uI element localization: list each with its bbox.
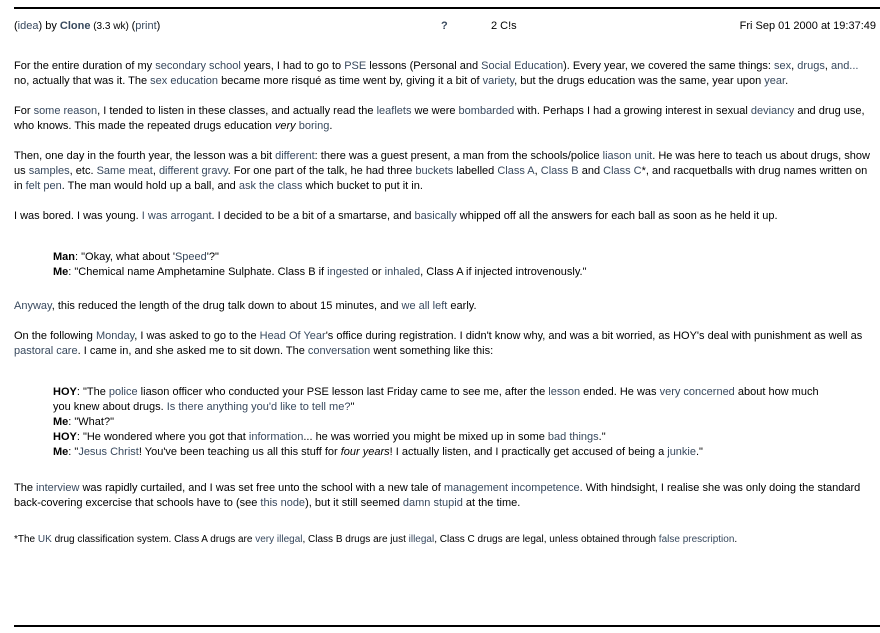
link-management-incompetence[interactable]: management incompetence <box>443 482 580 494</box>
writeup-date: Fri Sep 01 2000 at 19:37:49 <box>739 20 876 32</box>
text: *, and racquetballs with drug names written on in <box>14 165 868 192</box>
text: The <box>14 482 37 494</box>
link-monday[interactable]: Monday <box>95 330 135 342</box>
cools-count: 2 C!s <box>491 20 517 32</box>
paragraph-3 <box>14 149 876 194</box>
paren: ( <box>14 20 18 32</box>
text: at the time. <box>462 497 521 509</box>
text: For <box>14 105 34 117</box>
link-i-was-arrogant[interactable]: I was arrogant <box>141 210 212 222</box>
link-this-node[interactable]: this node <box>260 497 306 509</box>
link-different-gravy[interactable]: different gravy <box>158 165 228 177</box>
link-same-meat[interactable]: Same meat <box>96 165 153 177</box>
dialog-line <box>53 250 876 265</box>
text: . For one part of the talk, he had three <box>227 165 416 177</box>
link-basically[interactable]: basically <box>414 210 457 222</box>
text: or <box>368 266 385 278</box>
text: liason officer who conducted your PSE lesson last Friday came to see me, after the <box>137 386 549 398</box>
dialog-classroom <box>53 250 876 280</box>
text: , <box>791 60 798 72</box>
text: . <box>785 75 789 87</box>
link-inhaled[interactable]: inhaled <box>384 266 421 278</box>
text: ). Every year, we covered the same things: <box>563 60 775 72</box>
link-felt-pen[interactable]: felt pen <box>25 180 62 192</box>
text: early. <box>447 300 477 312</box>
speaker-label: Me <box>53 446 69 458</box>
paragraph-2 <box>14 104 876 134</box>
idea-link[interactable]: idea <box>17 20 39 32</box>
link-different[interactable]: different <box>275 150 315 162</box>
link-liason-unit[interactable]: liason unit <box>602 150 653 162</box>
dialog-line <box>53 265 876 280</box>
link-information[interactable]: information <box>248 431 304 443</box>
text: , <box>152 165 159 177</box>
link-sex-education[interactable]: sex education <box>150 75 219 87</box>
link-sex[interactable]: sex <box>774 60 792 72</box>
link-very-illegal[interactable]: very illegal <box>255 534 303 545</box>
text: and <box>578 165 604 177</box>
link-variety[interactable]: variety <box>482 75 515 87</box>
text: " <box>350 401 355 413</box>
text: , but the drugs education was the same, year upon <box>514 75 765 87</box>
text: 's office during registration. I didn't know why, and was a bit worried, as HOY's deal with punishment as well as <box>325 330 863 342</box>
link-we-all-left[interactable]: we all left <box>401 300 448 312</box>
speaker-label: Me <box>53 416 69 428</box>
link-jesus-christ[interactable]: Jesus Christ <box>78 446 139 458</box>
text: . I came in, and she asked me to sit down. The <box>77 345 308 357</box>
link-very-concerned[interactable]: very concerned <box>659 386 735 398</box>
text: whipped off all the answers for each ball as soon as he held it up. <box>456 210 778 222</box>
text: we were <box>411 105 459 117</box>
text: : "The <box>76 386 109 398</box>
text: , I tended to listen in these classes, and actually read the <box>97 105 377 117</box>
emphasis: very <box>274 120 296 132</box>
text: labelled <box>453 165 498 177</box>
text: which bucket to put it in. <box>302 180 423 192</box>
writeup-byline <box>14 19 160 34</box>
link-and[interactable]: and... <box>830 60 859 72</box>
text: , etc. <box>69 165 97 177</box>
text: ... he was worried you might be mixed up in some <box>303 431 548 443</box>
print-link[interactable]: print <box>135 20 157 32</box>
link-speed[interactable]: Speed <box>174 251 207 263</box>
paragraph-1 <box>14 59 876 89</box>
speaker-label: Man <box>53 251 75 263</box>
link-anyway[interactable]: Anyway <box>14 300 52 312</box>
dialog-line <box>53 385 823 415</box>
paren: ( <box>131 20 136 32</box>
link-illegal[interactable]: illegal <box>408 534 435 545</box>
link-deviancy[interactable]: deviancy <box>750 105 795 117</box>
text: , Class A if injected introvenously." <box>420 266 587 278</box>
link-class-a[interactable]: Class A <box>497 165 535 177</box>
dialog-line <box>53 415 823 430</box>
paragraph-5 <box>14 299 876 314</box>
text: , I was asked to go to the <box>134 330 260 342</box>
text: . He was here to teach us about drugs, show us <box>14 150 870 177</box>
paragraph-6 <box>14 329 876 359</box>
text: ! I actually listen, and I practically get accused of being a <box>389 446 668 458</box>
footnote <box>14 532 876 547</box>
text: , Class C drugs are legal, unless obtained through <box>434 534 659 545</box>
dialog-office <box>53 385 823 460</box>
text: lessons (Personal and <box>366 60 482 72</box>
text: ." <box>696 446 703 458</box>
link-uk[interactable]: UK <box>37 534 52 545</box>
link-ask-the-class[interactable]: ask the class <box>238 180 303 192</box>
link-lesson[interactable]: lesson <box>548 386 581 398</box>
text: ), but it still seemed <box>305 497 403 509</box>
speaker-label: HOY <box>53 386 77 398</box>
text: no, actually that was it. The <box>14 75 151 87</box>
by-label: by <box>42 20 60 32</box>
text: '?" <box>206 251 219 263</box>
text: ." <box>598 431 606 443</box>
link-samples[interactable]: samples <box>28 165 70 177</box>
text: about how much you knew about drugs. <box>53 386 819 413</box>
writeup-age: (3.3 wk) <box>90 21 132 32</box>
link-police[interactable]: police <box>108 386 138 398</box>
text: *The <box>14 534 38 545</box>
speaker-label: Me <box>53 266 69 278</box>
link-ingested[interactable]: ingested <box>327 266 369 278</box>
link-boring[interactable]: boring <box>298 120 330 132</box>
link-anything-to-tell-me[interactable]: Is there anything you'd like to tell me? <box>166 401 351 413</box>
text: : "Chemical name Amphetamine Sulphate. Class B if <box>68 266 328 278</box>
text: : "He wondered where you got that <box>76 431 249 443</box>
text: . I decided to be a bit of a smartarse, and <box>211 210 415 222</box>
text: ended. He was <box>580 386 660 398</box>
paragraph-7 <box>14 481 876 511</box>
link-year[interactable]: year <box>764 75 786 87</box>
text: . <box>329 120 333 132</box>
text: Then, one day in the fourth year, the lesson was a bit <box>14 150 276 162</box>
link-junkie[interactable]: junkie <box>667 446 696 458</box>
dialog-line <box>53 430 823 445</box>
bottom-divider <box>14 625 880 627</box>
paragraph-4 <box>14 209 876 224</box>
link-conversation[interactable]: conversation <box>307 345 371 357</box>
link-class-b[interactable]: Class B <box>540 165 579 177</box>
link-bad-things[interactable]: bad things <box>547 431 599 443</box>
dialog-line <box>53 445 823 460</box>
text: , this reduced the length of the drug talk down to about 15 minutes, and <box>51 300 402 312</box>
text: years, I had to go to <box>240 60 345 72</box>
link-head-of-year[interactable]: Head Of Year <box>259 330 326 342</box>
text: and drug use, who knows. This made the repeated drugs education <box>14 105 865 132</box>
text: : "What?" <box>68 416 114 428</box>
text: became more risqué as time went by, giving it a bit of <box>218 75 483 87</box>
link-some-reason[interactable]: some reason <box>33 105 98 117</box>
text: , Class B drugs are just <box>302 534 409 545</box>
top-divider <box>14 7 880 9</box>
link-secondary-school[interactable]: secondary school <box>155 60 241 72</box>
link-pastoral-care[interactable]: pastoral care <box>14 345 78 357</box>
text: I was bored. I was young. <box>14 210 142 222</box>
link-bombarded[interactable]: bombarded <box>458 105 515 117</box>
text: was rapidly curtailed, and I was set free unto the school with a new tale of <box>79 482 444 494</box>
text: : "Okay, what about ' <box>75 251 175 263</box>
speaker-label: HOY <box>53 431 77 443</box>
text: drug classification system. Class A drugs are <box>51 534 256 545</box>
text: , <box>534 165 541 177</box>
author-link[interactable]: Clone <box>59 20 91 32</box>
text: . With hindsight, I realise she was only doing the standard back-covering excercise that schools have to (see <box>14 482 861 509</box>
text: : there was a guest present, a man from the schools/police <box>314 150 603 162</box>
text: , <box>824 60 831 72</box>
vote-question-link[interactable]: ? <box>441 20 448 32</box>
writeup-body <box>14 59 876 562</box>
link-drugs[interactable]: drugs <box>797 60 825 72</box>
link-interview[interactable]: interview <box>36 482 80 494</box>
link-buckets[interactable]: buckets <box>415 165 454 177</box>
text: . The man would hold up a ball, and <box>61 180 239 192</box>
paren: ) <box>156 20 161 32</box>
link-social-education[interactable]: Social Education <box>481 60 564 72</box>
paren: ) <box>38 20 43 32</box>
text: with. Perhaps I had a growing interest in sexual <box>514 105 751 117</box>
text: For the entire duration of my <box>14 60 156 72</box>
link-class-c[interactable]: Class C <box>603 165 642 177</box>
link-pse[interactable]: PSE <box>344 60 367 72</box>
text: went something like this: <box>370 345 494 357</box>
emphasis: four years <box>340 446 390 458</box>
writeup-header <box>14 19 876 35</box>
text: ! You've been teaching us all this stuff for <box>138 446 341 458</box>
text: . <box>734 534 738 545</box>
text: : " <box>68 446 79 458</box>
link-false-prescription[interactable]: false prescription <box>658 534 735 545</box>
link-leaflets[interactable]: leaflets <box>376 105 412 117</box>
text: On the following <box>14 330 96 342</box>
link-damn-stupid[interactable]: damn stupid <box>402 497 463 509</box>
